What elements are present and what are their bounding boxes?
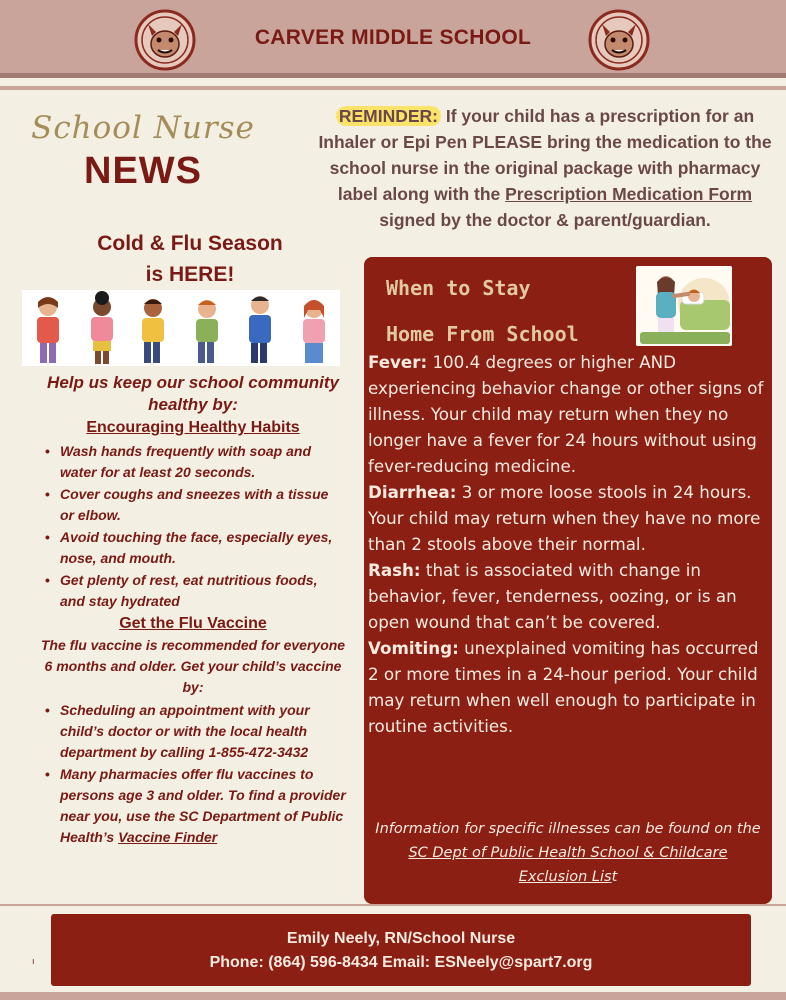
divider-line [0,904,786,906]
nurse-contact-info: Phone: (864) 596-8434 Email: ESNeely@spart7.org [209,954,593,971]
stay-home-rules [368,349,766,739]
prescription-form-link[interactable]: Prescription Medication Form [505,184,753,204]
healthy-intro: Help us keep our school community healthy by: [47,373,339,414]
stay-home-title-line-2: Home From School [386,322,579,346]
fever-rule [368,349,766,479]
habits-heading: Encouraging Healthy Habits [86,419,300,436]
exclusion-info [372,817,764,889]
vaccine-item-text: Many pharmacies offer flu vaccines to persons age 3 and older. To find a provider near you, use the SC Department of Public Health’s [60,766,346,845]
vaccine-intro: The flu vaccine is recommended for everyone 6 months and older. Get your child’s vaccine by: [40,637,346,695]
list-item: • Cover coughs and sneezes with a tissue or elbow. [40,484,346,526]
reminder-text-2: signed by the doctor & parent/guardian. [379,210,711,230]
header-banner [0,0,786,78]
title-script: School Nurse [31,110,255,146]
cold-flu-line-1: Cold & Flu Season [97,232,283,255]
list-item: • Wash hands frequently with soap and water for at least 20 seconds. [40,441,346,483]
fever-text: 100.4 degrees or higher AND experiencing behavior change or other signs of illness. Your child may return when they no longer have a fever for 24 hours without using fever-reducing medicine. [368,352,764,476]
info-end: t [611,869,618,885]
sick-children-illustration [22,290,340,366]
stay-home-title [386,265,579,357]
diarrhea-text: 3 or more loose stools in 24 hours. Your child may return when they have no more than 2 stools above their normal. [368,482,761,554]
list-item [40,764,346,848]
newsletter-title [28,110,258,193]
title-news: NEWS [84,150,202,192]
vomiting-rule [368,635,766,739]
cold-flu-line-2: is HERE! [145,263,235,286]
rash-text: that is associated with change in behavior, fever, tenderness, oozing, or is an open wound that can’t be covered. [368,560,737,632]
habits-list [40,441,346,612]
healthy-habits-section [40,372,346,849]
page-mark: ı [32,957,35,967]
stay-home-title-line-1: When to Stay [386,276,531,300]
vomiting-text: unexplained vomiting has occurred 2 or more times in a 24-hour period. Your child may return when well enough to participate in routine activities. [368,638,759,736]
nurse-contact-footer [51,914,751,986]
fever-label: Fever: [368,352,428,372]
info-text: Information for specific illnesses can be found on the [375,821,761,837]
diarrhea-label: Diarrhea: [368,482,457,502]
vomiting-label: Vomiting: [368,638,459,658]
nurse-name: Emily Neely, RN/School Nurse [286,930,516,947]
exclusion-list-link[interactable]: SC Dept of Public Health School & Childcare Exclusion Lis [408,845,728,885]
vaccine-finder-link[interactable]: Vaccine Finder [118,829,218,845]
school-name: CARVER MIDDLE SCHOOL [254,26,532,49]
divider-line [0,86,786,90]
list-item: • Get plenty of rest, eat nutritious foods, and stay hydrated [40,570,346,612]
diarrhea-rule [368,479,766,557]
wildcat-mascot-icon [586,8,652,72]
rash-rule [368,557,766,635]
sick-child-in-bed-illustration [636,266,732,346]
vaccine-heading: Get the Flu Vaccine [119,615,267,632]
reminder-notice [310,103,780,233]
stay-home-panel [364,257,772,904]
list-item: • Avoid touching the face, especially eyes, nose, and mouth. [40,527,346,569]
list-item: • Scheduling an appointment with your child’s doctor or with the local health department by calling 1-855-472-3432 [40,700,346,763]
vaccine-list [40,700,346,848]
cold-flu-heading [40,228,340,290]
bottom-strip [0,992,786,1000]
reminder-label: REMINDER: [336,106,441,126]
rash-label: Rash: [368,560,421,580]
reminder-text-1: If your child has a prescription for an Inhaler or Epi Pen PLEASE bring the medication to the school nurse in the original package with pharmacy label along with the [318,106,772,204]
